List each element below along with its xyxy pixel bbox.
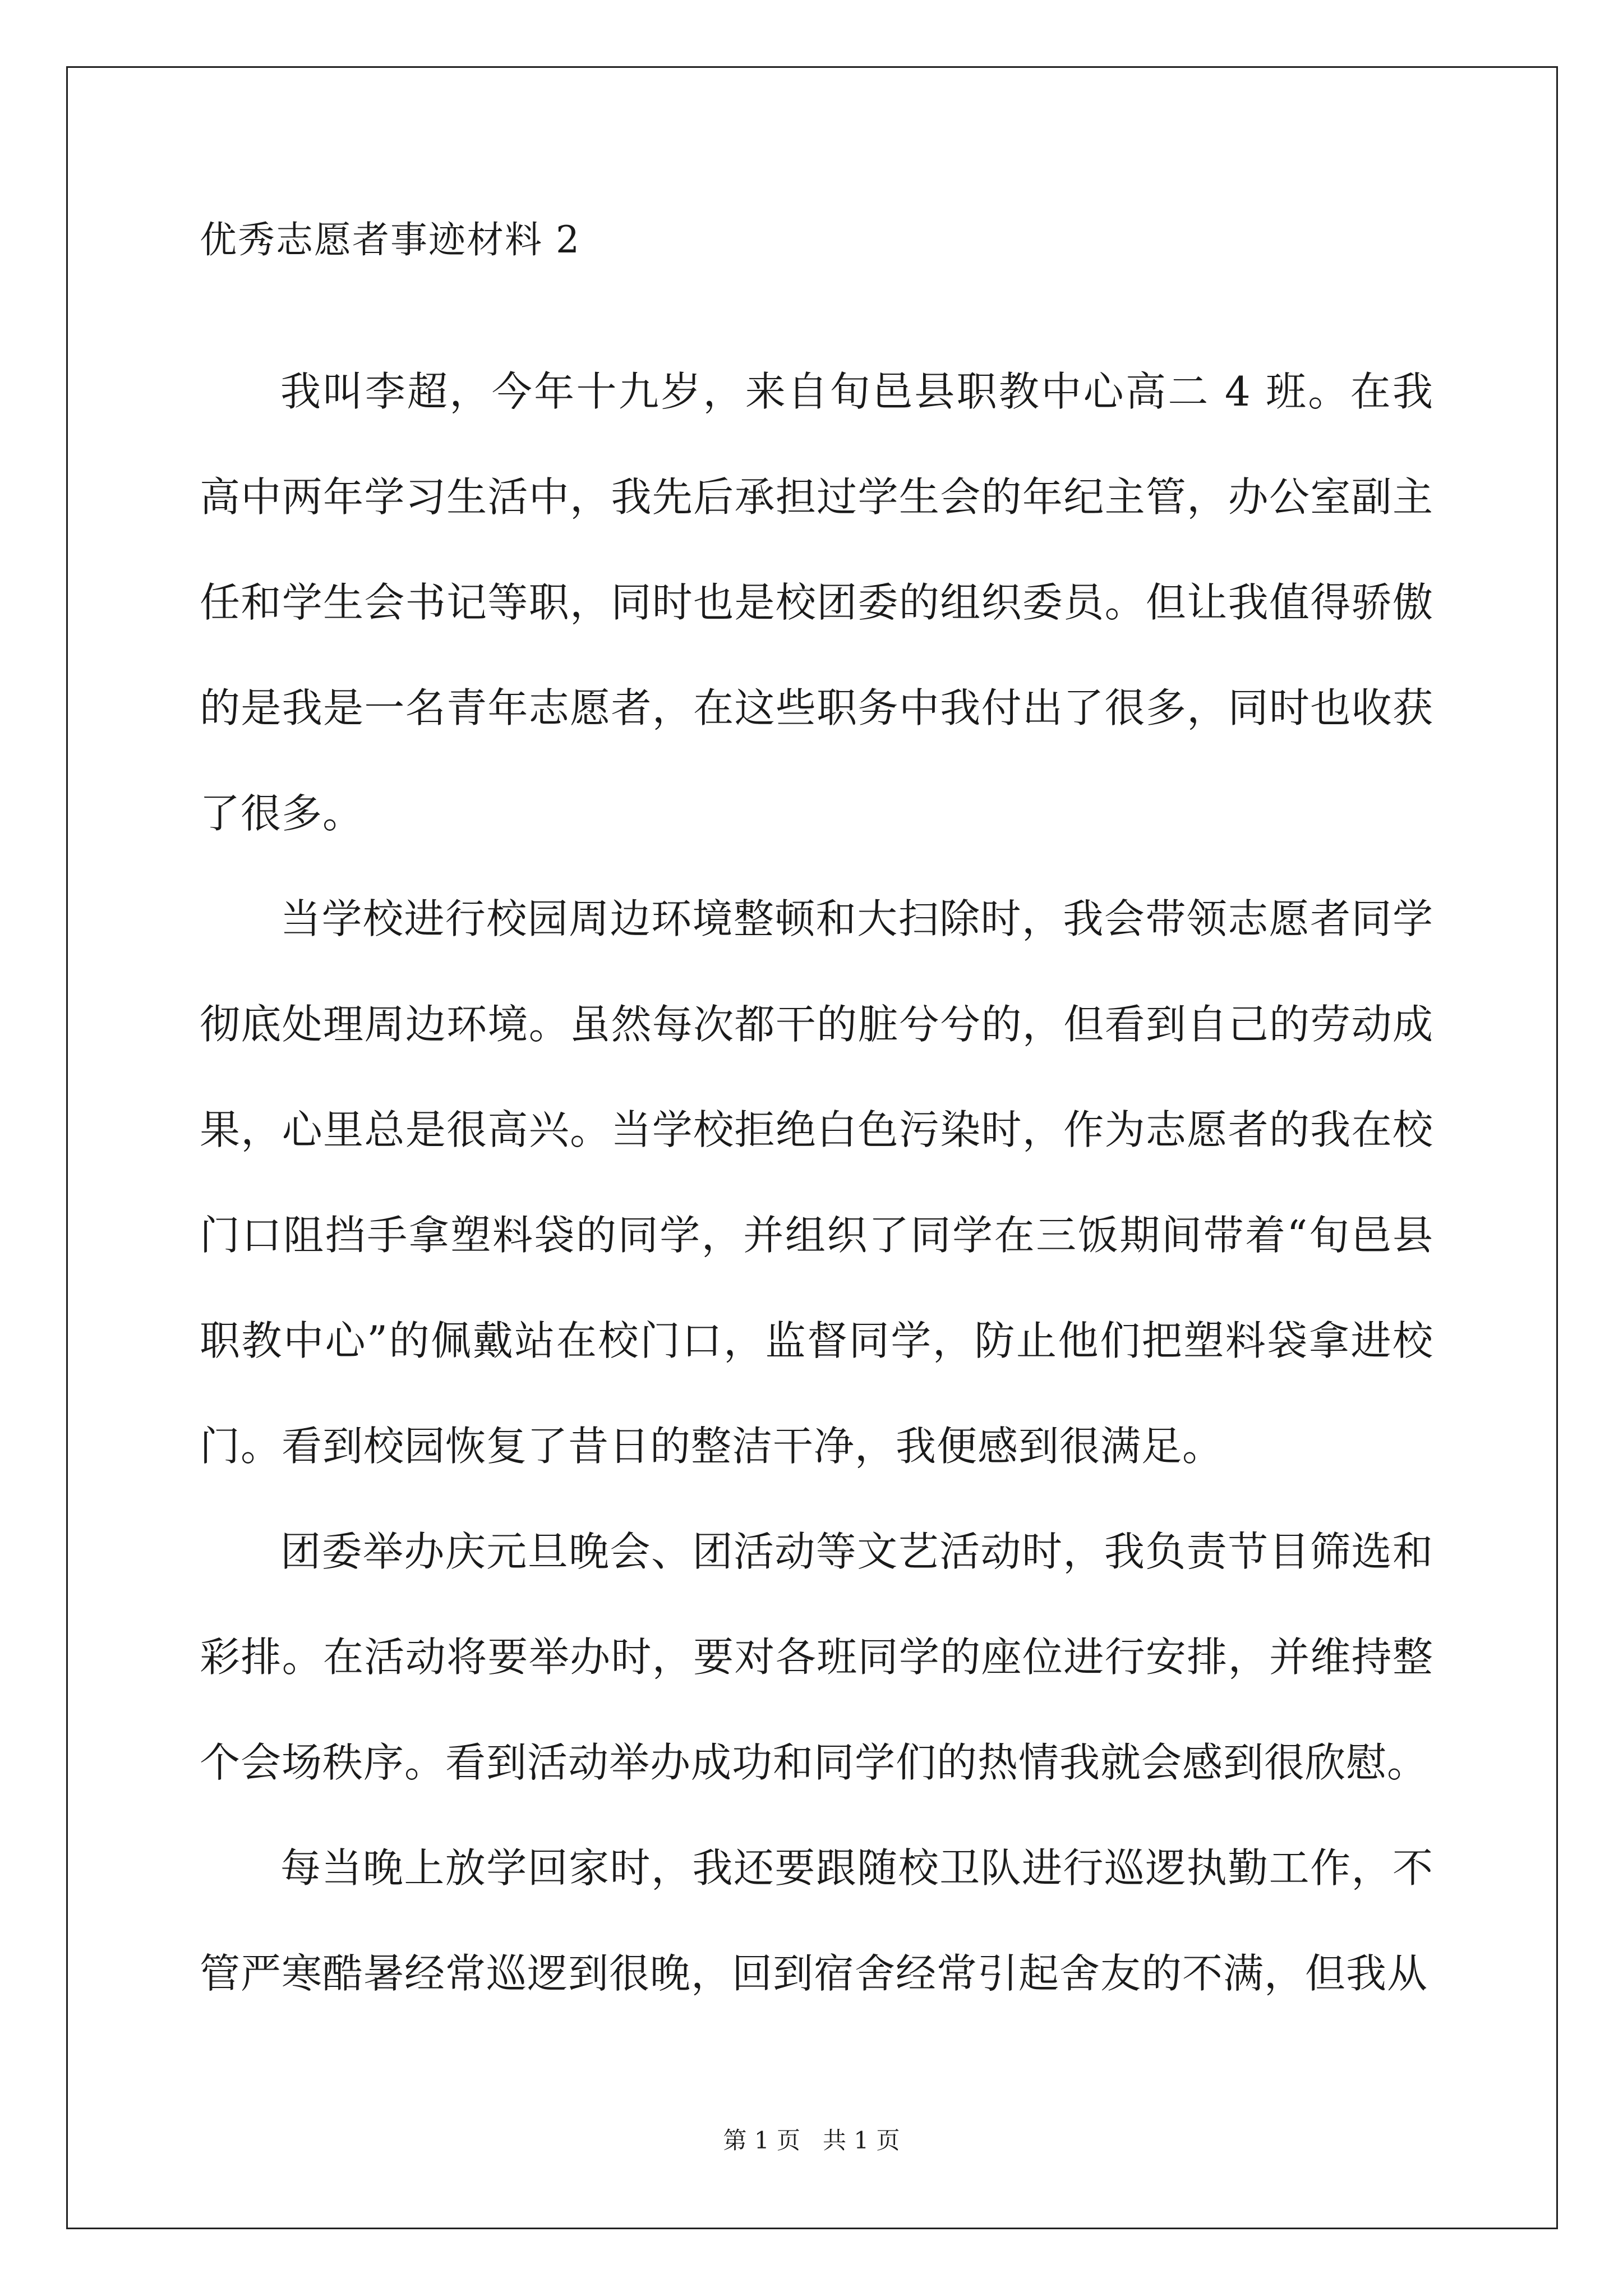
page-footer: 第 1 页 共 1 页 (723, 2127, 900, 2154)
paragraph: 每当晚上放学回家时，我还要跟随校卫队进行巡逻执勤工作，不管严寒酷暑经常巡逻到很晚，回到宿舍经常引起舍友的不满，但我从 (200, 1844, 1433, 1997)
paragraph: 当学校进行校园周边环境整顿和大扫除时，我会带领志愿者同学彻底处理周边环境。虽然每次都干的脏兮兮的，但看到自己的劳动成果，心里总是很高兴。当学校拒绝白色污染时，作为志愿者的我在校门口阻挡手拿塑料袋的同学，并组织了同学在三饭期间带着“旬邑县职教中心”的佩戴站在校门口，监督同学，防止他们把塑料袋拿进校门。看到校园恢复了昔日的整洁干净，我便感到很满足。 (200, 895, 1433, 1470)
document-body (200, 339, 1433, 2026)
paragraph: 我叫李超，今年十九岁，来自旬邑县职教中心高二 4 班。在我高中两年学习生活中，我先后承担过学生会的年纪主管，办公室副主任和学生会书记等职，同时也是校团委的组织委员。但让我值得骄傲的是我是一名青年志愿者，在这些职务中我付出了很多，同时也收获了很多。 (200, 368, 1433, 837)
paragraph: 团委举办庆元旦晚会、团活动等文艺活动时，我负责节目筛选和彩排。在活动将要举办时，要对各班同学的座位进行安排，并维持整个会场秩序。看到活动举办成功和同学们的热情我就会感到很欣慰。 (200, 1528, 1433, 1786)
document-title: 优秀志愿者事迹材料 2 (200, 218, 580, 261)
